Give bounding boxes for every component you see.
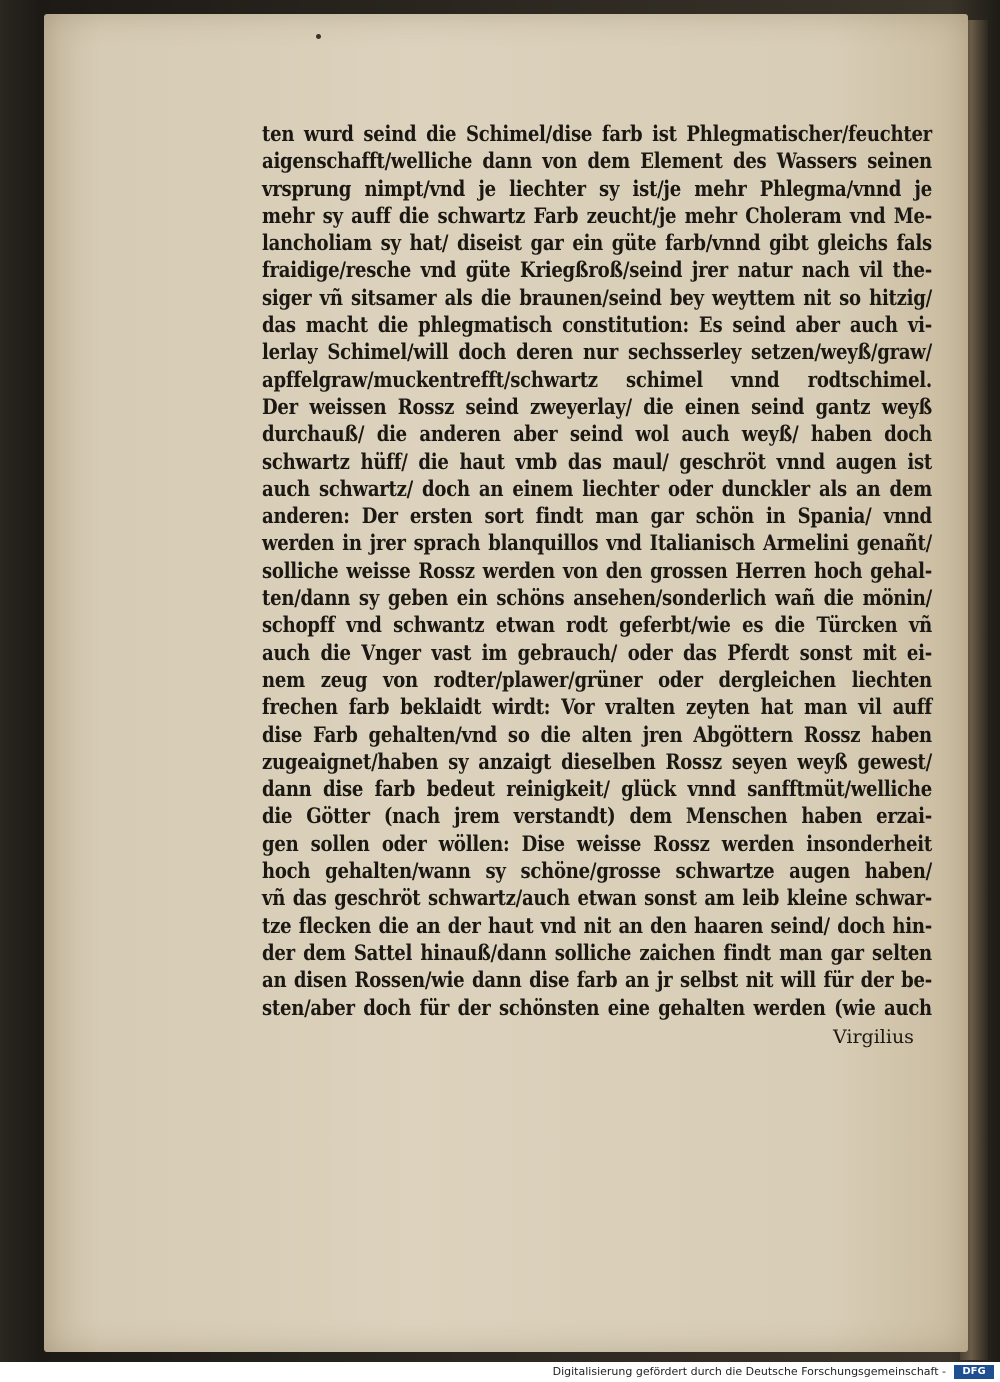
text-line: solliche weisse Rossz werden von den grossen Herren hoch gehal- — [262, 557, 932, 583]
text-line: das macht die phlegmatisch constitution: Es seind aber auch vi- — [262, 312, 932, 338]
text-line: tze flecken die an der haut vnd nit an den haaren seind/ doch hin- — [262, 912, 932, 938]
text-line: vñ das geschröt schwartz/auch etwan sonst am leib kleine schwar- — [262, 885, 932, 911]
text-line: Der weissen Rossz seind zweyerlay/ die einen seind gantz weyß — [262, 393, 932, 419]
text-line: fraidige/resche vnd güte Kriegßroß/seind jrer natur nach vil the- — [262, 257, 932, 283]
text-line: sten/aber doch für der schönsten eine gehalten werden (wie auch — [262, 994, 932, 1020]
text-line: auch die Vnger vast im gebrauch/ oder das Pferdt sonst mit ei- — [262, 639, 932, 665]
page-text — [262, 120, 932, 1021]
text-line: ten wurd seind die Schimel/dise farb ist Phlegmatischer/feuchter — [262, 121, 932, 146]
text-line: an disen Rossen/wie dann dise farb an jr selbst nit will für der be- — [262, 967, 932, 993]
text-line: siger vñ sitsamer als die braunen/seind bey weyttem nit so hitzig/ — [262, 284, 932, 310]
text-line: nem zeug von rodter/plawer/grüner oder dergleichen liechten — [262, 666, 932, 692]
text-line: hoch gehalten/wann sy schöne/grosse schwartze augen haben/ — [262, 858, 932, 884]
funding-notice: Digitalisierung gefördert durch die Deutsche Forschungsgemeinschaft - — [552, 1365, 946, 1378]
text-line: auch schwartz/ doch an einem liechter oder dunckler als an dem — [262, 475, 932, 501]
text-line: vrsprung nimpt/vnd je liechter sy ist/je mehr Phlegma/vnnd je — [262, 175, 932, 201]
text-line: anderen: Der ersten sort findt man gar schön in Spania/ vnnd — [262, 503, 932, 529]
catchword: Virgilius — [833, 1026, 914, 1048]
text-line: lancholiam sy hat/ diseist gar ein güte farb/vnnd gibt gleichs fals — [262, 230, 932, 256]
text-line: apffelgraw/muckentrefft/schwartz schimel vnnd rodtschimel. — [262, 366, 932, 392]
text-line: durchauß/ die anderen aber seind wol auch weyß/ haben doch — [262, 421, 932, 447]
text-line: frechen farb beklaidt wirdt: Vor vralten zeyten hat man vil auff — [262, 694, 932, 720]
text-line: lerlay Schimel/will doch deren nur sechsserley setzen/weyß/graw/ — [262, 339, 932, 365]
text-line: dise Farb gehalten/vnd so die alten jren Abgöttern Rossz haben — [262, 721, 932, 747]
footer-bar — [0, 1362, 1000, 1382]
text-line: gen sollen oder wöllen: Dise weisse Rossz werden insonderheit — [262, 830, 932, 856]
dfg-logo: DFG — [954, 1365, 994, 1379]
text-line: aigenschafft/welliche dann von dem Element des Wassers seinen — [262, 148, 932, 174]
text-line: der dem Sattel hinauß/dann solliche zaichen findt man gar selten — [262, 939, 932, 965]
text-line: schopff vnd schwantz etwan rodt geferbt/wie es die Türcken vñ — [262, 612, 932, 638]
ink-mark — [316, 34, 321, 39]
text-line: schwartz hüff/ die haut vmb das maul/ geschröt vnnd augen ist — [262, 448, 932, 474]
text-line: die Götter (nach jrem verstandt) dem Menschen haben erzai- — [262, 803, 932, 829]
text-line: mehr sy auff die schwartz Farb zeucht/je mehr Choleram vnd Me- — [262, 202, 932, 228]
text-line: ten/dann sy geben ein schöns ansehen/sonderlich wañ die mönin/ — [262, 585, 932, 611]
text-line: zugeaignet/haben sy anzaigt dieselben Rossz seyen weyß gewest/ — [262, 748, 932, 774]
text-line: dann dise farb bedeut reinigkeit/ glück vnnd sanfftmüt/welliche — [262, 776, 932, 802]
text-line: werden in jrer sprach blanquillos vnd Italianisch Armelini genañt/ — [262, 530, 932, 556]
